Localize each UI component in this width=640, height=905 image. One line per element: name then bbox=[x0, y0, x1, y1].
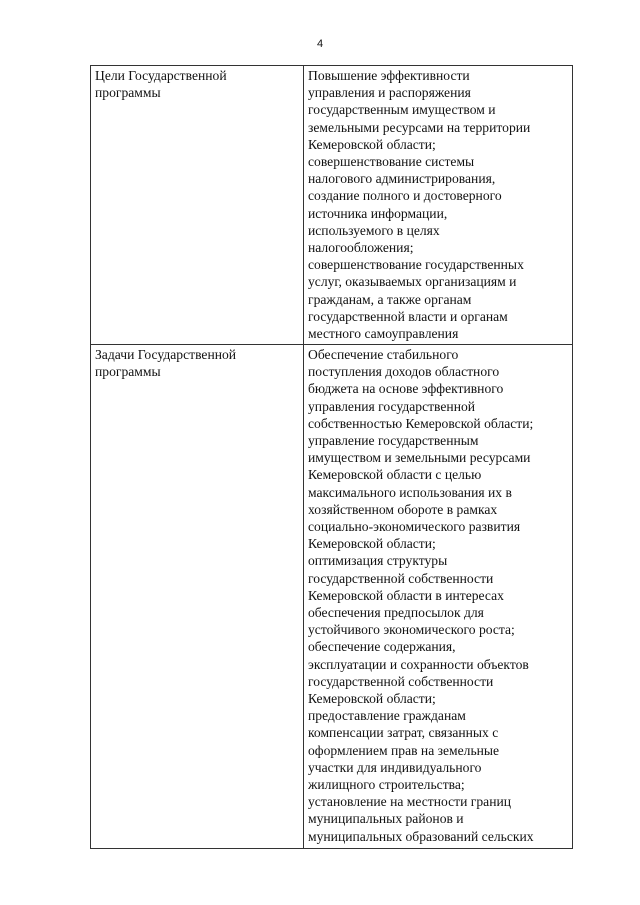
row-value-text: источника информации, bbox=[308, 205, 448, 221]
row-value-text: муниципальных образований сельских bbox=[308, 828, 534, 844]
row-value-text: государственной собственности bbox=[308, 570, 494, 586]
table-row-goals bbox=[91, 66, 573, 345]
row-value-text: жилищного строительства; bbox=[308, 777, 465, 793]
row-value-text: установление на местности границ bbox=[308, 794, 512, 810]
row-value-text: эксплуатации и сохранности объектов bbox=[308, 656, 529, 672]
row-value-text: хозяйственном обороте в рамках bbox=[308, 501, 498, 517]
row-value-text: поступления доходов областного bbox=[308, 364, 500, 380]
row-value-text: предоставление гражданам bbox=[308, 708, 466, 724]
page-number: 4 bbox=[316, 38, 324, 50]
row-value-text: устойчивого экономического роста; bbox=[308, 622, 515, 638]
row-value-text: государственной собственности bbox=[308, 673, 494, 689]
row-value-text: местного самоуправления bbox=[308, 326, 459, 342]
row-value-text: муниципальных районов и bbox=[308, 811, 464, 827]
row-value-text: Кемеровской области в интересах bbox=[308, 587, 504, 603]
row-label-cell bbox=[91, 66, 304, 345]
row-value-text: Повышение эффективности bbox=[308, 68, 470, 83]
row-value-text: создание полного и достоверного bbox=[308, 188, 502, 204]
row-value-text: обеспечения предпосылок для bbox=[308, 605, 484, 621]
row-value-text: максимального использования их в bbox=[308, 484, 512, 500]
row-value-text: совершенствование системы bbox=[308, 154, 475, 170]
row-label-text: программы bbox=[95, 85, 161, 101]
row-value-text: Кемеровской области; bbox=[308, 691, 436, 707]
row-value-text: бюджета на основе эффективного bbox=[308, 381, 504, 397]
row-value-text: Обеспечение стабильного bbox=[308, 347, 459, 362]
table-row-tasks bbox=[91, 345, 573, 849]
row-value-cell bbox=[304, 66, 573, 345]
row-label-cell bbox=[91, 345, 304, 849]
row-value-text: услуг, оказываемых организациям и bbox=[308, 274, 517, 290]
row-value-text: имуществом и земельными ресурсами bbox=[308, 450, 531, 466]
row-value-text: оформлением прав на земельные bbox=[308, 742, 500, 758]
row-value-text: компенсации затрат, связанных с bbox=[308, 725, 499, 741]
row-value-text: Кемеровской области; bbox=[308, 536, 436, 552]
row-value-text: Кемеровской области; bbox=[308, 136, 436, 152]
row-value-text: управления государственной bbox=[308, 398, 476, 414]
row-value-cell bbox=[304, 345, 573, 849]
row-value-text: земельными ресурсами на территории bbox=[308, 119, 531, 135]
row-value-text: собственностью Кемеровской области; bbox=[308, 415, 534, 431]
row-value-text: участки для индивидуального bbox=[308, 759, 482, 775]
row-value-text: гражданам, а также органам bbox=[308, 291, 472, 307]
program-passport-table bbox=[90, 65, 573, 849]
row-label-text: Цели Государственной bbox=[95, 68, 227, 83]
row-value-text: государственной власти и органам bbox=[308, 308, 508, 324]
row-value-text: совершенствование государственных bbox=[308, 257, 524, 273]
row-value-text: обеспечение содержания, bbox=[308, 639, 456, 655]
row-value-text: государственным имуществом и bbox=[308, 102, 496, 118]
row-value-text: Кемеровской области с целью bbox=[308, 467, 482, 483]
row-value-text: оптимизация структуры bbox=[308, 553, 448, 569]
row-value-text: используемого в целях bbox=[308, 222, 440, 238]
row-value-text: налогообложения; bbox=[308, 240, 414, 256]
row-label-text: программы bbox=[95, 364, 161, 380]
row-label-text: Задачи Государственной bbox=[95, 347, 237, 362]
row-value-text: социально-экономического развития bbox=[308, 519, 521, 535]
row-value-text: управления и распоряжения bbox=[308, 85, 471, 101]
row-value-text: управление государственным bbox=[308, 433, 479, 449]
row-value-text: налогового администрирования, bbox=[308, 171, 496, 187]
